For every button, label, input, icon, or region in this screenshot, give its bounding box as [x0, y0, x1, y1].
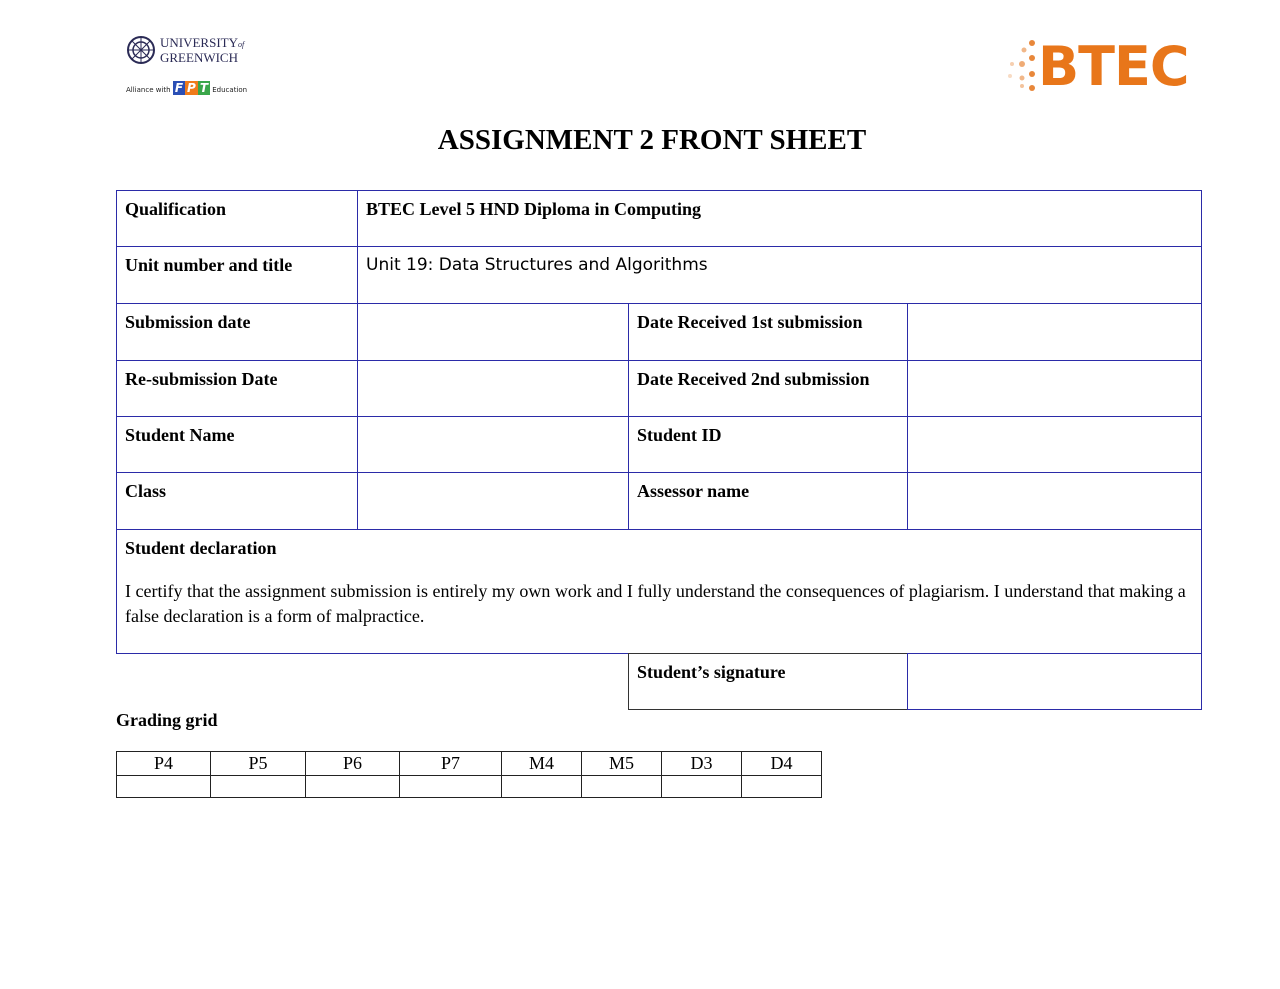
student-name-field[interactable] [357, 416, 629, 473]
grade-header-d3: D3 [661, 751, 742, 776]
assessor-label: Assessor name [628, 472, 908, 530]
grade-cell-m4[interactable] [501, 775, 582, 798]
student-id-label: Student ID [628, 416, 908, 473]
grade-header-m4: M4 [501, 751, 582, 776]
date-received-2-label: Date Received 2nd submission [628, 360, 908, 417]
greenwich-of: of [238, 40, 245, 49]
grading-grid-title: Grading grid [116, 710, 218, 730]
greenwich-logo [126, 35, 261, 105]
submission-date-label: Submission date [116, 303, 358, 361]
grade-header-p4: P4 [116, 751, 211, 776]
unit-label: Unit number and title [116, 246, 358, 304]
signature-label: Student’s signature [628, 653, 908, 710]
date-received-1-field[interactable] [907, 303, 1202, 361]
grade-header-p6: P6 [305, 751, 400, 776]
grade-cell-m5[interactable] [581, 775, 662, 798]
resubmission-date-field[interactable] [357, 360, 629, 417]
declaration-text: I certify that the assignment submission is entirely my own work and I fully understand the consequences of plagiarism. I understand that making a false declaration is a form of malpractice. [125, 581, 1186, 626]
compass-emblem-icon [126, 35, 156, 65]
page-title: ASSIGNMENT 2 FRONT SHEET [437, 124, 867, 156]
education-text: Education [212, 86, 248, 94]
class-label: Class [116, 472, 358, 530]
grade-cell-d3[interactable] [661, 775, 742, 798]
grade-cell-p4[interactable] [116, 775, 211, 798]
submission-date-field[interactable] [357, 303, 629, 361]
btec-logo [1002, 36, 1194, 98]
class-field[interactable] [357, 472, 629, 530]
date-received-1-label: Date Received 1st submission [628, 303, 908, 361]
student-name-label: Student Name [116, 416, 358, 473]
fpt-logo: F P T [174, 81, 209, 95]
date-received-2-field[interactable] [907, 360, 1202, 417]
grade-header-d4: D4 [741, 751, 822, 776]
grade-header-p5: P5 [210, 751, 306, 776]
greenwich-text-1: UNIVERSITY [160, 35, 238, 50]
grade-cell-p5[interactable] [210, 775, 306, 798]
alliance-text: Alliance with [126, 86, 171, 94]
qualification-value: BTEC Level 5 HND Diploma in Computing [357, 190, 1202, 247]
grade-header-m5: M5 [581, 751, 662, 776]
dots-icon [1002, 40, 1038, 94]
grade-cell-p7[interactable] [399, 775, 502, 798]
resubmission-date-label: Re-submission Date [116, 360, 358, 417]
signature-field[interactable] [907, 653, 1202, 710]
unit-value: Unit 19: Data Structures and Algorithms [357, 246, 1202, 304]
grade-cell-p6[interactable] [305, 775, 400, 798]
student-id-field[interactable] [907, 416, 1202, 473]
qualification-label: Qualification [116, 190, 358, 247]
grade-cell-d4[interactable] [741, 775, 822, 798]
declaration-title: Student declaration [125, 538, 277, 558]
declaration-box [116, 529, 1202, 654]
assessor-field[interactable] [907, 472, 1202, 530]
greenwich-text-2: GREENWICH [160, 50, 238, 65]
btec-text: BTEC [1038, 35, 1189, 98]
grade-header-p7: P7 [399, 751, 502, 776]
